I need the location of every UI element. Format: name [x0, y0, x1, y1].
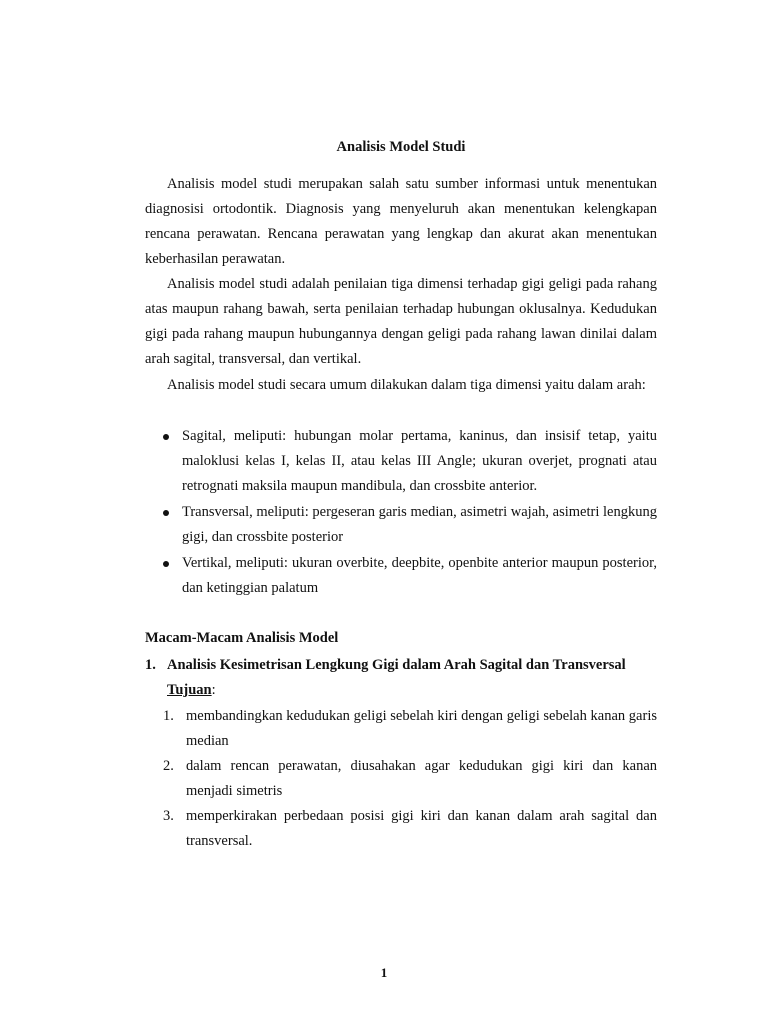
paragraph-definition: Analisis model studi adalah penilaian tiga dimensi terhadap gigi geligi pada rahang atas maupun rahang bawah, serta penilaian terhadap hubungan oklusalnya. Kedudukan gigi pada rahang maupun hubungannya dengan geligi pada rahang lawan dinilai dalam arah sagital, transversal, dan vertikal. [145, 276, 657, 367]
list-item-sagital [145, 424, 657, 499]
list-item-vertikal [145, 551, 657, 601]
purpose-list [163, 704, 657, 854]
subsection-number: 1. [145, 657, 156, 673]
list-item [163, 704, 657, 754]
section-heading: Macam-Macam Analisis Model [145, 630, 339, 646]
list-item-text: dalam rencan perawatan, diusahakan agar kedudukan gigi kiri dan kanan menjadi simetris [186, 758, 657, 799]
paragraph-intro: Analisis model studi merupakan salah satu sumber informasi untuk menentukan diagnosisi ortodontik. Diagnosis yang menyeluruh akan menentukan kelengkapan rencana perawatan. Rencana perawatan yang lengkap dan akurat akan menentukan keberhasilan perawatan. [145, 176, 657, 267]
dimension-list [145, 424, 657, 602]
bullet-icon [163, 561, 169, 567]
paragraph-dimensions: Analisis model studi secara umum dilakukan dalam tiga dimensi yaitu dalam arah: [167, 377, 646, 393]
list-item-text: memperkirakan perbedaan posisi gigi kiri dan kanan dalam arah sagital dan transversal. [186, 808, 657, 849]
purpose-colon: : [211, 682, 216, 698]
list-item-transversal [145, 500, 657, 550]
list-item-number: 1. [163, 708, 174, 724]
purpose-label-line [167, 679, 216, 701]
bullet-icon [163, 510, 169, 516]
subsection-title: Analisis Kesimetrisan Lengkung Gigi dalam Arah Sagital dan Transversal [167, 657, 626, 673]
bullet-icon [163, 434, 169, 440]
document-title: Analisis Model Studi [336, 139, 466, 155]
list-item-number: 2. [163, 758, 174, 774]
purpose-label: Tujuan [167, 682, 212, 698]
list-item-text: Sagital, meliputi: hubungan molar pertama, kaninus, dan insisif tetap, yaitu maloklusi kelas I, kelas II, atau kelas III Angle; ukuran overjet, prognati atau retrognati maksila maupun mandibula, dan crossbite anterior. [182, 428, 657, 494]
list-item [163, 754, 657, 804]
list-item-text: membandingkan kedudukan geligi sebelah kiri dengan geligi sebelah kanan garis median [186, 708, 657, 749]
subsection-heading [145, 654, 660, 676]
list-item-text: Vertikal, meliputi: ukuran overbite, deepbite, openbite anterior maupun posterior, dan ketinggian palatum [182, 555, 657, 596]
list-item [163, 804, 657, 854]
list-item-number: 3. [163, 808, 174, 824]
list-item-text: Transversal, meliputi: pergeseran garis median, asimetri wajah, asimetri lengkung gigi, dan crossbite posterior [182, 504, 657, 545]
page-number: 1 [380, 965, 388, 980]
